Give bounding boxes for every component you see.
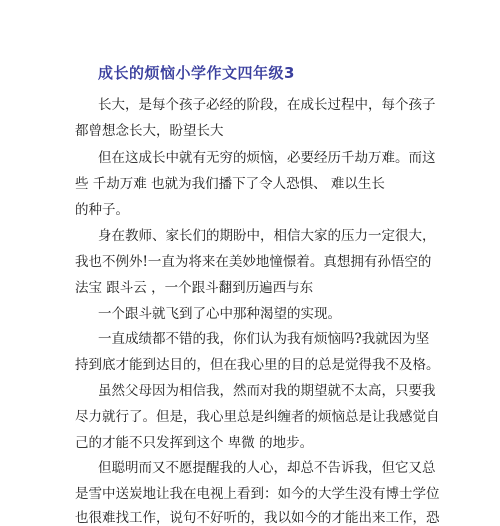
paragraph-line: 的种子。 [75,202,129,218]
document-title: 成长的烦恼小学作文四年级3 [98,64,295,82]
paragraph-line: 但聪明而又不愿提醒我的人心，却总不告诉我，但它又总 [98,460,436,476]
paragraph-line: 一直成绩都不错的我，你们认为我有烦恼吗?我就因为坚 [98,331,430,347]
paragraph-line: 也很难找工作，说句不好听的，我以如今的才能出来工作，恐 [75,510,440,526]
paragraph-line: 是雪中送炭地让我在电视上看到：如今的大学生没有博士学位 [75,486,440,502]
paragraph-line: 长大，是每个孩子必经的阶段，在成长过程中，每个孩子 [98,97,436,113]
paragraph-line: 身在教师、家长们的期盼中，相信大家的压力一定很大， [98,228,436,244]
paragraph-line: 己的才能不只发挥到这个 卑微 的地步。 [75,435,314,451]
paragraph-line: 尽力就行了。但是，我心里总是纠缠者的烦恼总是让我感觉自 [75,409,440,425]
paragraph-line: 持到底才能到达目的，但在我心里的目的总是觉得我不及格。 [75,357,440,373]
paragraph-line: 我也不例外!一直为将来在美妙地憧憬着。真想拥有孙悟空的 [75,254,432,270]
paragraph-line: 都曾想念长大，盼望长大 [75,123,224,139]
paragraph-line: 一个跟斗就飞到了心中那种渴望的实现。 [98,306,341,322]
paragraph-line: 法宝 跟斗云 ，一个跟斗翻到历遍西与东 [75,280,314,296]
paragraph-line: 但在这成长中就有无穷的烦恼，必要经历千劫万难。而这 [98,150,436,166]
paragraph-line: 虽然父母因为相信我，然而对我的期望就不太高，只要我 [98,383,436,399]
paragraph-line: 些 千劫万难 也就为我们播下了令人恐惧、 难以生长 [75,176,385,192]
